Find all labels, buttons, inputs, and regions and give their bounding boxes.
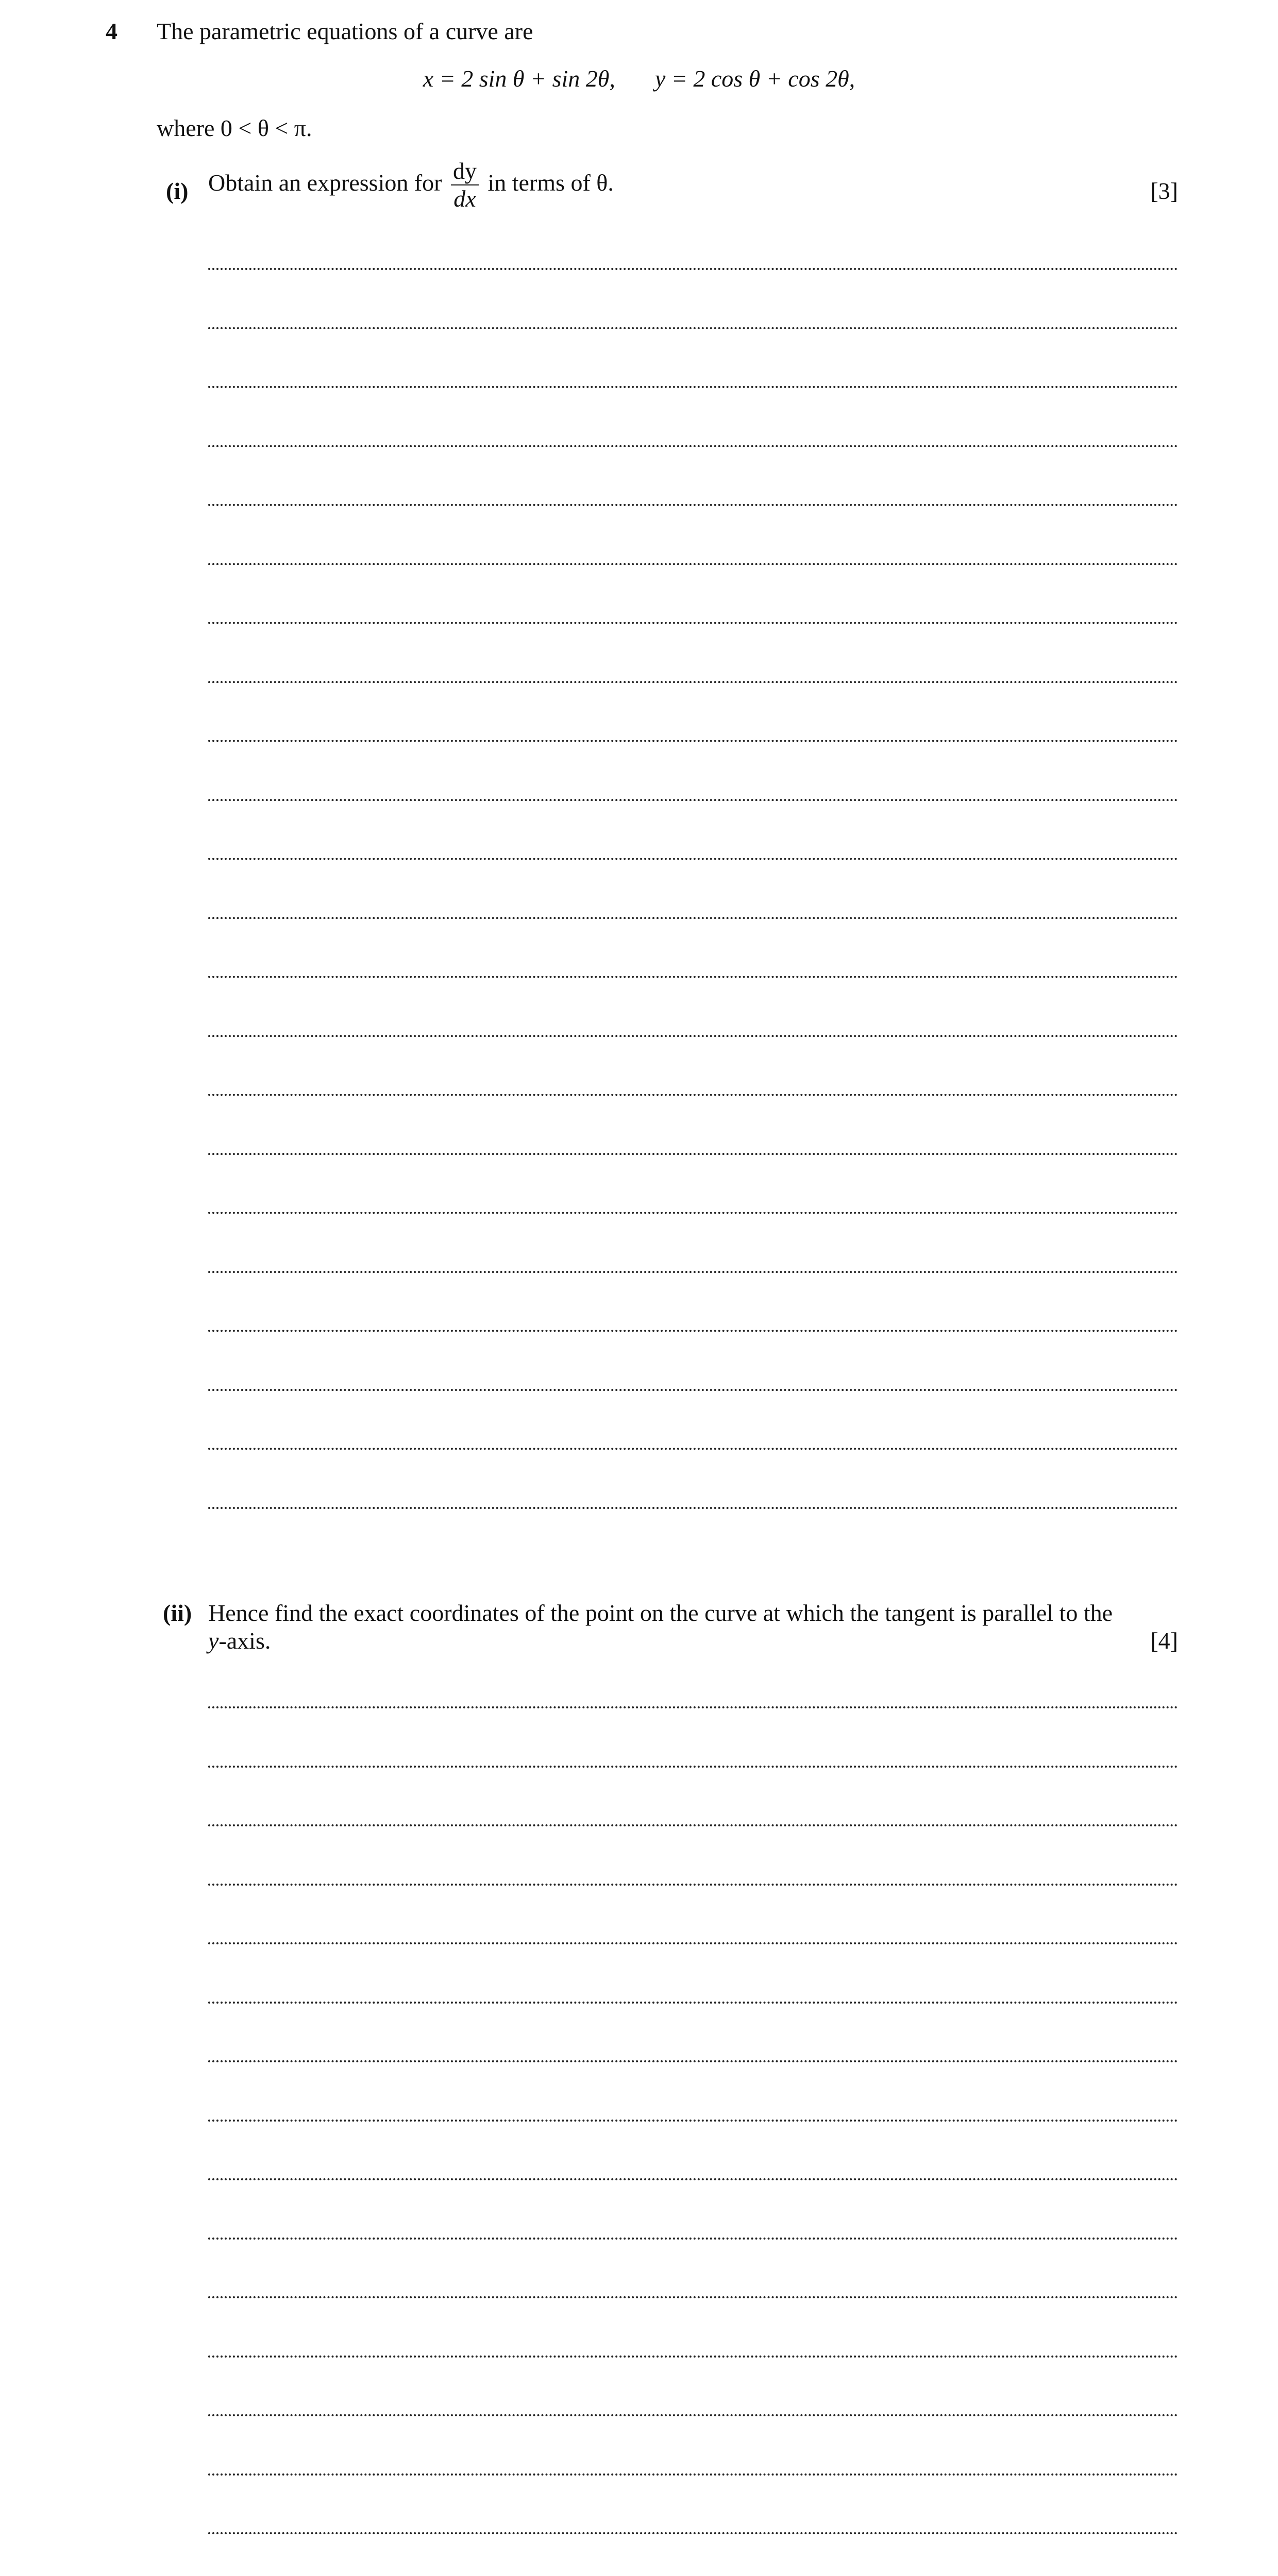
part-i-answer-line[interactable] bbox=[208, 1212, 1178, 1214]
part-ii-answer-line[interactable] bbox=[208, 1942, 1178, 1944]
part-i-question bbox=[208, 159, 614, 212]
dy-dx-fraction bbox=[451, 159, 479, 212]
part-ii-answer-line[interactable] bbox=[208, 1706, 1178, 1708]
part-ii-question-line1: Hence find the exact coordinates of the point on the curve at which the tangent is parallel to the bbox=[208, 1600, 1113, 1626]
part-ii-answer-line[interactable] bbox=[208, 2296, 1178, 2298]
part-ii-answer-line[interactable] bbox=[208, 2414, 1178, 2416]
part-ii-answer-line[interactable] bbox=[208, 2060, 1178, 2062]
part-i-marks: [3] bbox=[1150, 178, 1178, 204]
question-intro: The parametric equations of a curve are bbox=[157, 18, 533, 44]
part-i-answer-line[interactable] bbox=[208, 504, 1178, 506]
part-i-answer-line[interactable] bbox=[208, 799, 1178, 801]
domain-statement: where 0 < θ < π. bbox=[157, 115, 312, 141]
part-ii-answer-line[interactable] bbox=[208, 2473, 1178, 2476]
part-ii-question-line2: y-axis. bbox=[208, 1628, 271, 1654]
part-i-answer-line[interactable] bbox=[208, 622, 1178, 624]
part-i-answer-line[interactable] bbox=[208, 1094, 1178, 1096]
part-i-answer-line[interactable] bbox=[208, 740, 1178, 742]
part-i-answer-line[interactable] bbox=[208, 976, 1178, 978]
parametric-equations bbox=[0, 65, 1278, 92]
part-ii-answer-line[interactable] bbox=[208, 2238, 1178, 2240]
part-i-answer-line[interactable] bbox=[208, 1448, 1178, 1450]
part-ii-answer-line[interactable] bbox=[208, 2355, 1178, 2358]
part-i-text-after: in terms of θ. bbox=[487, 169, 614, 196]
part-i-answer-line[interactable] bbox=[208, 445, 1178, 447]
part-ii-answer-line[interactable] bbox=[208, 1824, 1178, 1826]
part-ii-marks: [4] bbox=[1150, 1628, 1178, 1654]
part-i-answer-line[interactable] bbox=[208, 1507, 1178, 1509]
part-i-label: (i) bbox=[166, 178, 189, 204]
part-ii-answer-line[interactable] bbox=[208, 1766, 1178, 1768]
part-i-answer-line[interactable] bbox=[208, 1271, 1178, 1273]
part-ii-answer-line[interactable] bbox=[208, 1884, 1178, 1886]
part-ii-answer-line[interactable] bbox=[208, 2178, 1178, 2180]
fraction-denominator: dx bbox=[453, 185, 476, 212]
question-number: 4 bbox=[106, 18, 117, 44]
part-ii-label: (ii) bbox=[163, 1600, 192, 1626]
part-i-answer-line[interactable] bbox=[208, 1330, 1178, 1332]
part-i-answer-line[interactable] bbox=[208, 563, 1178, 565]
part-i-answer-line[interactable] bbox=[208, 1389, 1178, 1391]
part-i-answer-line[interactable] bbox=[208, 386, 1178, 388]
fraction-numerator: dy bbox=[451, 159, 479, 185]
part-i-answer-line[interactable] bbox=[208, 327, 1178, 329]
part-i-answer-line[interactable] bbox=[208, 917, 1178, 919]
part-i-answer-line[interactable] bbox=[208, 1153, 1178, 1155]
part-i-text-before: Obtain an expression for bbox=[208, 169, 442, 196]
part-ii-answer-line[interactable] bbox=[208, 2532, 1178, 2534]
part-i-answer-line[interactable] bbox=[208, 858, 1178, 860]
part-i-answer-line[interactable] bbox=[208, 268, 1178, 270]
equation-x: x = 2 sin θ + sin 2θ, bbox=[423, 65, 615, 92]
part-i-answer-line[interactable] bbox=[208, 1035, 1178, 1037]
part-i-answer-line[interactable] bbox=[208, 681, 1178, 683]
equation-y: y = 2 cos θ + cos 2θ, bbox=[654, 65, 855, 92]
part-ii-answer-line[interactable] bbox=[208, 2002, 1178, 2004]
part-ii-answer-line[interactable] bbox=[208, 2120, 1178, 2122]
